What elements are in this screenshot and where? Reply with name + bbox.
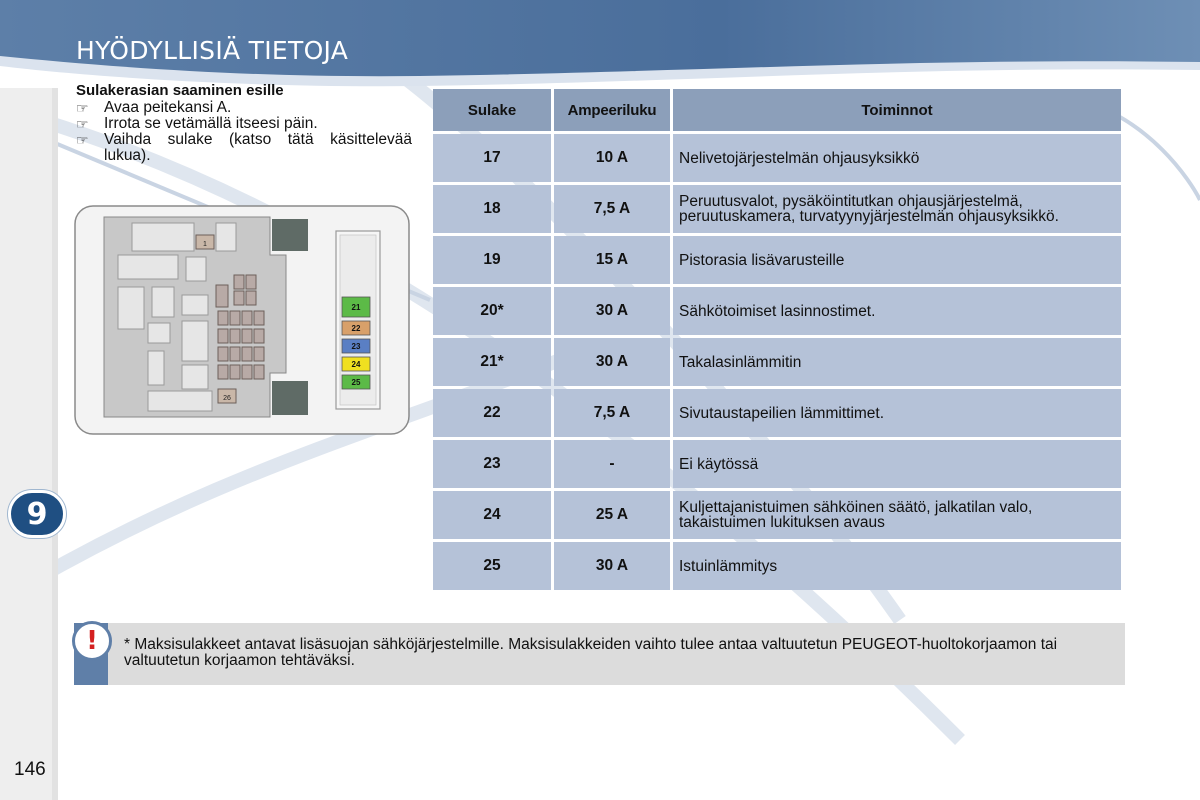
fuse-amperage: 25 A <box>554 491 670 539</box>
fuse-function: Takalasinlämmitin <box>673 338 1121 386</box>
exclamation-icon: ! <box>72 621 112 661</box>
fuse-number: 17 <box>433 134 551 182</box>
fuse-label: 1 <box>203 241 207 248</box>
instruction-text: Irrota se vetämällä itseesi päin. <box>104 115 318 132</box>
warning-note-text: * Maksisulakkeet antavat lisäsuojan sähköjärjestelmille. Maksisulakkeiden vaihto tulee antaa valtuutetun PEUGEOT-huoltokorjaamon tai valtuutetun korjaamon tehtäväksi. <box>124 636 1058 669</box>
fuse-label: 23 <box>351 342 361 351</box>
fuse-number: 24 <box>433 491 551 539</box>
fuse-number: 25 <box>433 542 551 590</box>
fuse-function: Istuinlämmitys <box>673 542 1121 590</box>
instruction-text: Vaihda sulake (katso tätä käsittelevää lukua). <box>104 131 412 164</box>
instruction-step <box>76 132 412 164</box>
table-row <box>433 287 1121 335</box>
fuse-amperage: 30 A <box>554 542 670 590</box>
fuse-amperage: 7,5 A <box>554 185 670 233</box>
fuse-box-diagram <box>74 205 410 435</box>
chapter-badge: 9 <box>8 490 66 538</box>
page-title: HYÖDYLLISIÄ TIETOJA <box>76 36 349 65</box>
table-row <box>433 389 1121 437</box>
fuse-function: Pistorasia lisävarusteille <box>673 236 1121 284</box>
fuse-number: 21* <box>433 338 551 386</box>
table-row <box>433 185 1121 233</box>
pointing-hand-icon: ☞ <box>76 100 89 116</box>
fuse-label: 26 <box>223 395 231 402</box>
table-header-row <box>433 87 1121 131</box>
fuse-function: Nelivetojärjestelmän ohjausyksikkö <box>673 134 1121 182</box>
fuse-amperage: 30 A <box>554 287 670 335</box>
fuse-amperage: - <box>554 440 670 488</box>
table-row <box>433 440 1121 488</box>
instructions-heading: Sulakerasian saaminen esille <box>76 82 284 99</box>
fuse-label: 24 <box>351 360 361 369</box>
fuse-amperage: 7,5 A <box>554 389 670 437</box>
fuse-function: Sivutaustapeilien lämmittimet. <box>673 389 1121 437</box>
pointing-hand-icon: ☞ <box>76 116 89 132</box>
fuse-amperage: 30 A <box>554 338 670 386</box>
column-header-fuse: Sulake <box>433 87 551 131</box>
fuse-function: Peruutusvalot, pysäköintitutkan ohjausjärjestelmä, peruutuskamera, turvatyynyjärjestelmän ohjausyksikkö. <box>673 185 1121 233</box>
column-header-functions: Toiminnot <box>673 87 1121 131</box>
fuse-number: 22 <box>433 389 551 437</box>
column-header-amperage: Ampeeriluku <box>554 87 670 131</box>
fuse-label: 21 <box>351 303 361 312</box>
pointing-hand-icon: ☞ <box>76 132 89 148</box>
table-row <box>433 236 1121 284</box>
fuse-number: 20* <box>433 287 551 335</box>
instruction-text: Avaa peitekansi A. <box>104 99 232 116</box>
fuse-function: Kuljettajanistuimen sähköinen säätö, jalkatilan valo, takaistuimen lukituksen avaus <box>673 491 1121 539</box>
table-row <box>433 542 1121 590</box>
fuse-amperage: 10 A <box>554 134 670 182</box>
table-row <box>433 338 1121 386</box>
fuse-number: 18 <box>433 185 551 233</box>
fuse-function: Sähkötoimiset lasinnostimet. <box>673 287 1121 335</box>
page-number: 146 <box>14 759 46 780</box>
instruction-step <box>76 100 412 116</box>
fuse-amperage: 15 A <box>554 236 670 284</box>
fuse-number: 23 <box>433 440 551 488</box>
table-row <box>433 134 1121 182</box>
fuse-label: 22 <box>351 324 361 333</box>
fuse-table <box>430 84 1124 593</box>
fuse-function: Ei käytössä <box>673 440 1121 488</box>
instructions <box>76 83 412 164</box>
table-row <box>433 491 1121 539</box>
fuse-number: 19 <box>433 236 551 284</box>
instruction-step <box>76 116 412 132</box>
fuse-label: 25 <box>351 378 361 387</box>
